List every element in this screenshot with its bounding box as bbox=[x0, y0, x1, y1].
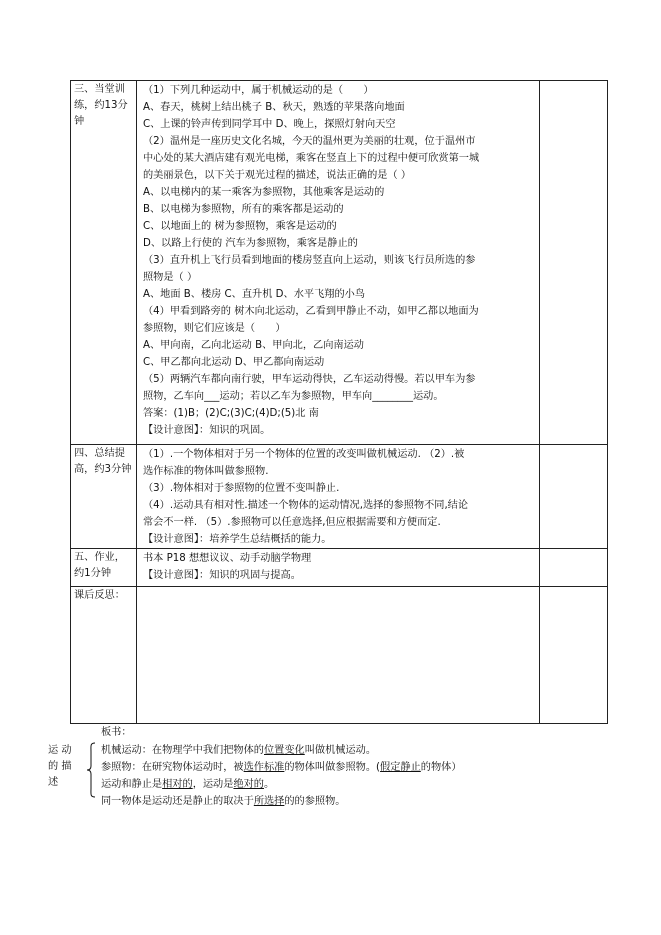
board-text: ，运动是 bbox=[192, 779, 234, 790]
option-line: A、以电梯内的某一乘客为参照物，其他乘客是运动的 bbox=[143, 187, 385, 198]
board-underlined-term: 位置变化 bbox=[264, 745, 305, 756]
row-label: 三、当堂训练，约13分钟 bbox=[71, 81, 137, 445]
question-line: 的美丽景色，以下关于观光过程的描述，说法正确的是（ ） bbox=[143, 170, 412, 181]
option-line: C、以地面上的 树为参照物，乘客是运动的 bbox=[143, 221, 337, 232]
board-text: 的物体叫做参照物。( bbox=[284, 762, 381, 773]
option-line: A、甲向南，乙向北运动 B、甲向北，乙向南运动 bbox=[143, 340, 364, 351]
board-underlined-term: 相对的 bbox=[162, 779, 193, 790]
row-label: 五、作业，约1分钟 bbox=[71, 549, 137, 587]
board-title: 板书： bbox=[101, 727, 132, 738]
option-line: B、以电梯为参照物，所有的乘客都是运动的 bbox=[143, 204, 344, 215]
board-item bbox=[101, 761, 462, 775]
question-line: 参照物，则它们应该是（ ） bbox=[143, 323, 286, 334]
summary-line: （3）.物体相对于参照物的位置不变叫静止. bbox=[143, 483, 340, 494]
answer-line: 答案：(1)B；(2)C;(3)C;(4)D;(5)北 南 bbox=[143, 408, 319, 419]
question-line: （4）甲看到路旁的 树木向北运动，乙看到甲静止不动，如甲乙都以地面为 bbox=[143, 306, 479, 317]
board-underlined-term: 所选择 bbox=[253, 796, 285, 807]
design-intent: 【设计意图】：知识的巩固与提高。 bbox=[143, 570, 301, 581]
board-text: 的的参照物。 bbox=[284, 796, 346, 807]
option-line: C、上课的铃声传到同学耳中 D、晚上，探照灯射向天空 bbox=[143, 119, 396, 130]
option-line: C、甲乙都向北运动 D、甲乙都向南运动 bbox=[143, 357, 325, 368]
board-text: 参照物：在研究物体运动时，被 bbox=[101, 762, 244, 773]
board-item bbox=[101, 778, 274, 792]
board-underlined-term: 假定静止 bbox=[380, 762, 421, 773]
board-side-label: 述 bbox=[48, 777, 59, 788]
summary-line: 选作标准的物体叫做参照物. bbox=[143, 466, 269, 477]
board-text: 叫做机械运动。 bbox=[304, 745, 377, 756]
row-label: 课后反思： bbox=[71, 587, 137, 724]
question-line: 中心处的某大酒店建有观光电梯，乘客在竖直上下的过程中便可欣赏第一城 bbox=[143, 153, 480, 164]
option-line: A、地面 B、楼房 C、直升机 D、水平飞翔的小鸟 bbox=[143, 289, 366, 300]
board-side-label: 运 动 bbox=[48, 745, 72, 756]
option-line: A、春天，桃树上结出桃子 B、秋天，熟透的苹果落向地面 bbox=[143, 102, 405, 113]
question-line: （5）两辆汽车都向南行驶，甲车运动得快，乙车运动得慢。若以甲车为参 bbox=[143, 374, 476, 385]
question-line: 照物是（ ） bbox=[143, 272, 198, 283]
design-intent: 【设计意图】：知识的巩固。 bbox=[143, 425, 271, 436]
board-side-label: 的 描 bbox=[48, 761, 72, 772]
board-underlined-term: 选作标准 bbox=[243, 762, 285, 773]
brace-icon bbox=[86, 742, 96, 798]
summary-line: （4）.运动具有相对性.描述一个物体的运动情况,选择的参照物不同,结论 bbox=[143, 500, 469, 511]
question-line: 照物，乙车向___运动；若以乙车为参照物，甲车向________运动。 bbox=[143, 391, 444, 402]
board-text: 机械运动：在物理学中我们把物体的 bbox=[101, 745, 264, 756]
question-line: （1）下列几种运动中，属于机械运动的是（ ） bbox=[143, 85, 374, 96]
board-item bbox=[101, 744, 376, 758]
row-label: 四、总结提高，约3分钟 bbox=[71, 445, 137, 549]
board-text: 。 bbox=[264, 779, 275, 790]
option-line: D、以路上行使的 汽车为参照物，乘客是静止的 bbox=[143, 238, 358, 249]
homework-line: 书本 P18 想想议议、动手动脑学物理 bbox=[143, 553, 312, 564]
summary-line: （1）.一个物体相对于另一个物体的位置的改变叫做机械运动. （2）.被 bbox=[143, 449, 465, 460]
design-intent: 【设计意图】：培养学生总结概括的能力。 bbox=[143, 534, 332, 545]
board-underlined-term: 绝对的 bbox=[233, 779, 264, 790]
board-text: 运动和静止是 bbox=[101, 779, 163, 790]
question-line: （3）直升机上飞行员看到地面的楼房竖直向上运动，则该飞行员所选的参 bbox=[143, 255, 476, 266]
summary-line: 常会不一样. （5）.参照物可以任意选择,但应根据需要和方便而定. bbox=[143, 517, 441, 528]
board-text: 的物体） bbox=[420, 762, 462, 773]
question-line: （2）温州是一座历史文化名城，今天的温州更为美丽的壮观，位于温州市 bbox=[143, 136, 476, 147]
board-text: 同一物体是运动还是静止的取决于 bbox=[101, 796, 254, 807]
board-item bbox=[101, 795, 346, 809]
